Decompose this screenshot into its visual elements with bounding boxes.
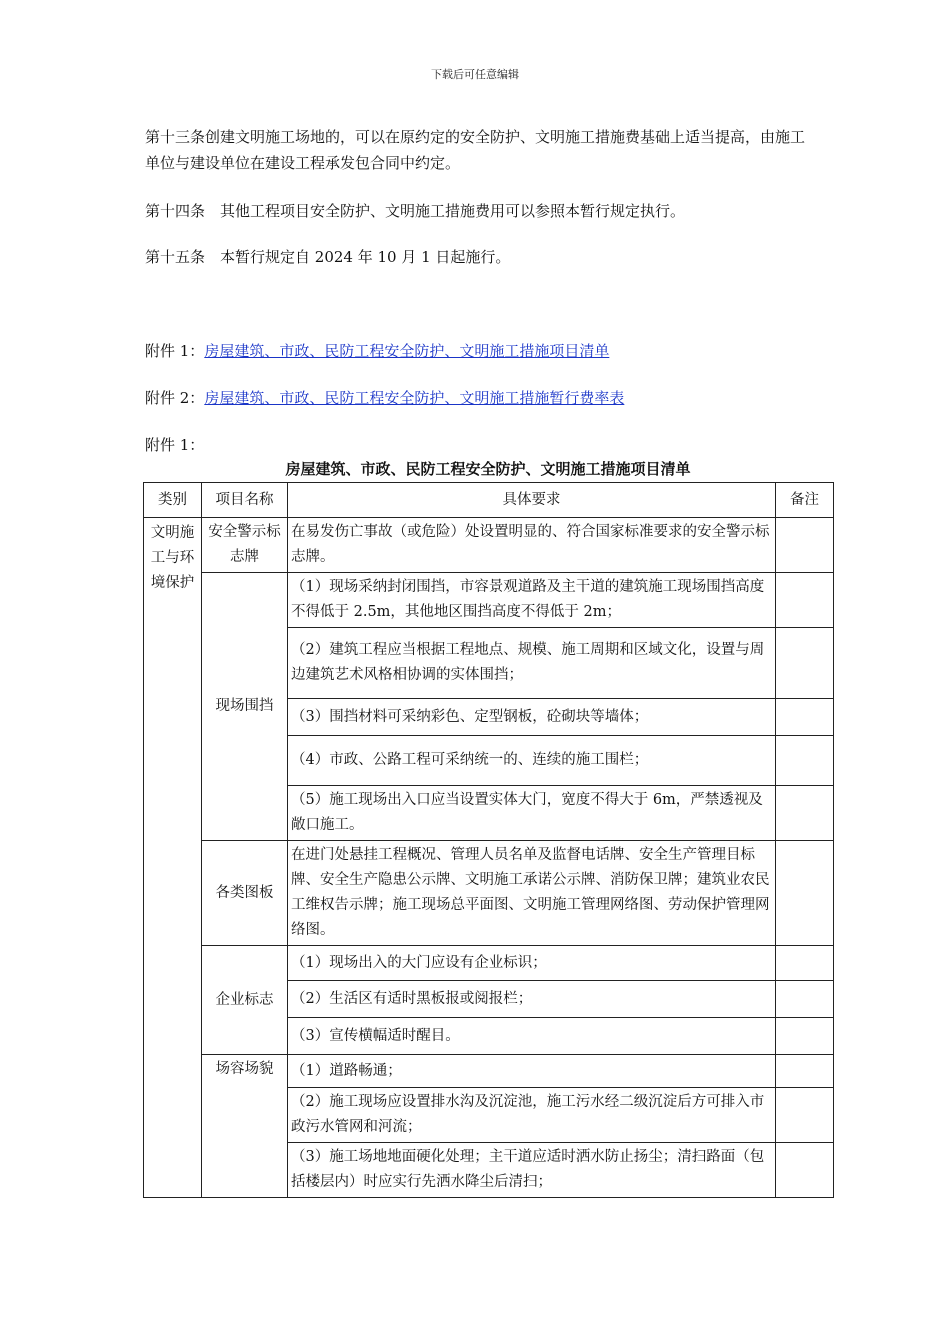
header-item-name: 项目名称	[202, 483, 288, 518]
requirement-cell: 在易发伤亡事故（或危险）处设置明显的、符合国家标准要求的安全警示标志牌。	[288, 518, 776, 573]
table-row	[144, 841, 834, 946]
remarks-cell	[776, 841, 834, 946]
table-row	[144, 573, 834, 628]
remarks-cell	[776, 1088, 834, 1143]
requirement-cell: （1）现场采纳封闭围挡，市容景观道路及主干道的建筑施工现场围挡高度不得低于 2.5m，其他地区围挡高度不得低于 2m；	[288, 573, 776, 628]
attachment-1-link[interactable]: 房屋建筑、市政、民防工程安全防护、文明施工措施项目清单	[204, 342, 610, 360]
requirement-cell: （2）建筑工程应当根据工程地点、规模、施工周期和区域文化，设置与周边建筑艺术风格相协调的实体围挡；	[288, 628, 776, 699]
requirement-cell: （1）现场出入的大门应设有企业标识；	[288, 946, 776, 981]
remarks-cell	[776, 1143, 834, 1198]
measures-table	[143, 482, 834, 1198]
header-remarks: 备注	[776, 483, 834, 518]
remarks-cell	[776, 573, 834, 628]
remarks-cell	[776, 628, 834, 699]
item-safety-signs: 安全警示标志牌	[202, 518, 288, 573]
table-title: 房屋建筑、市政、民防工程安全防护、文明施工措施项目清单	[285, 460, 691, 478]
remarks-cell	[776, 786, 834, 841]
table-row	[144, 518, 834, 573]
requirement-cell: （3）宣传横幅适时醒目。	[288, 1018, 776, 1055]
item-site-fence: 现场围挡	[202, 573, 288, 841]
item-company-logo: 企业标志	[202, 946, 288, 1055]
attachment-2-prefix: 附件 2：	[145, 389, 205, 407]
article-14: 第十四条 其他工程项目安全防护、文明施工措施费用可以参照本暂行规定执行。	[145, 202, 686, 220]
attachment-1-line	[145, 338, 805, 364]
remarks-cell	[776, 736, 834, 786]
requirement-cell: （4）市政、公路工程可采纳统一的、连续的施工围栏；	[288, 736, 776, 786]
article-13: 第十三条创建文明施工场地的，可以在原约定的安全防护、文明施工措施费基础上适当提高，由施工单位与建设单位在建设工程承发包合同中约定。	[145, 128, 806, 172]
remarks-cell	[776, 1055, 834, 1088]
requirement-cell: （3）围挡材料可采纳彩色、定型钢板，砼砌块等墙体；	[288, 699, 776, 736]
table-row	[144, 1055, 834, 1088]
category-cell: 文明施工与环境保护	[144, 518, 202, 1198]
requirement-cell: （5）施工现场出入口应当设置实体大门，宽度不得大于 6m，严禁透视及敞口施工。	[288, 786, 776, 841]
attachment-2-line	[145, 385, 805, 411]
remarks-cell	[776, 946, 834, 981]
requirement-cell: （2）生活区有适时黑板报或阅报栏；	[288, 981, 776, 1018]
attachment-2-link[interactable]: 房屋建筑、市政、民防工程安全防护、文明施工措施暂行费率表	[204, 389, 625, 407]
header-requirements: 具体要求	[288, 483, 776, 518]
attachment-heading: 附件 1：	[145, 436, 205, 454]
remarks-cell	[776, 518, 834, 573]
table-row	[144, 946, 834, 981]
item-boards: 各类图板	[202, 841, 288, 946]
page-header: 下载后可任意编辑	[431, 68, 519, 81]
header-category: 类别	[144, 483, 202, 518]
item-site-appearance: 场容场貌	[202, 1055, 288, 1198]
remarks-cell	[776, 699, 834, 736]
requirement-cell: 在进门处悬挂工程概况、管理人员名单及监督电话牌、安全生产管理目标牌、安全生产隐患公示牌、文明施工承诺公示牌、消防保卫牌；建筑业农民工维权告示牌；施工现场总平面图、文明施工管理网络图、劳动保护管理网络图。	[288, 841, 776, 946]
article-15: 第十五条 本暂行规定自 2024 年 10 月 1 日起施行。	[145, 248, 511, 266]
requirement-cell: （1）道路畅通；	[288, 1055, 776, 1088]
requirement-cell: （2）施工现场应设置排水沟及沉淀池，施工污水经二级沉淀后方可排入市政污水管网和河流；	[288, 1088, 776, 1143]
remarks-cell	[776, 1018, 834, 1055]
requirement-cell: （3）施工场地地面硬化处理；主干道应适时洒水防止扬尘；清扫路面（包括楼层内）时应实行先洒水降尘后清扫；	[288, 1143, 776, 1198]
table-header-row	[144, 483, 834, 518]
remarks-cell	[776, 981, 834, 1018]
attachment-1-prefix: 附件 1：	[145, 342, 205, 360]
